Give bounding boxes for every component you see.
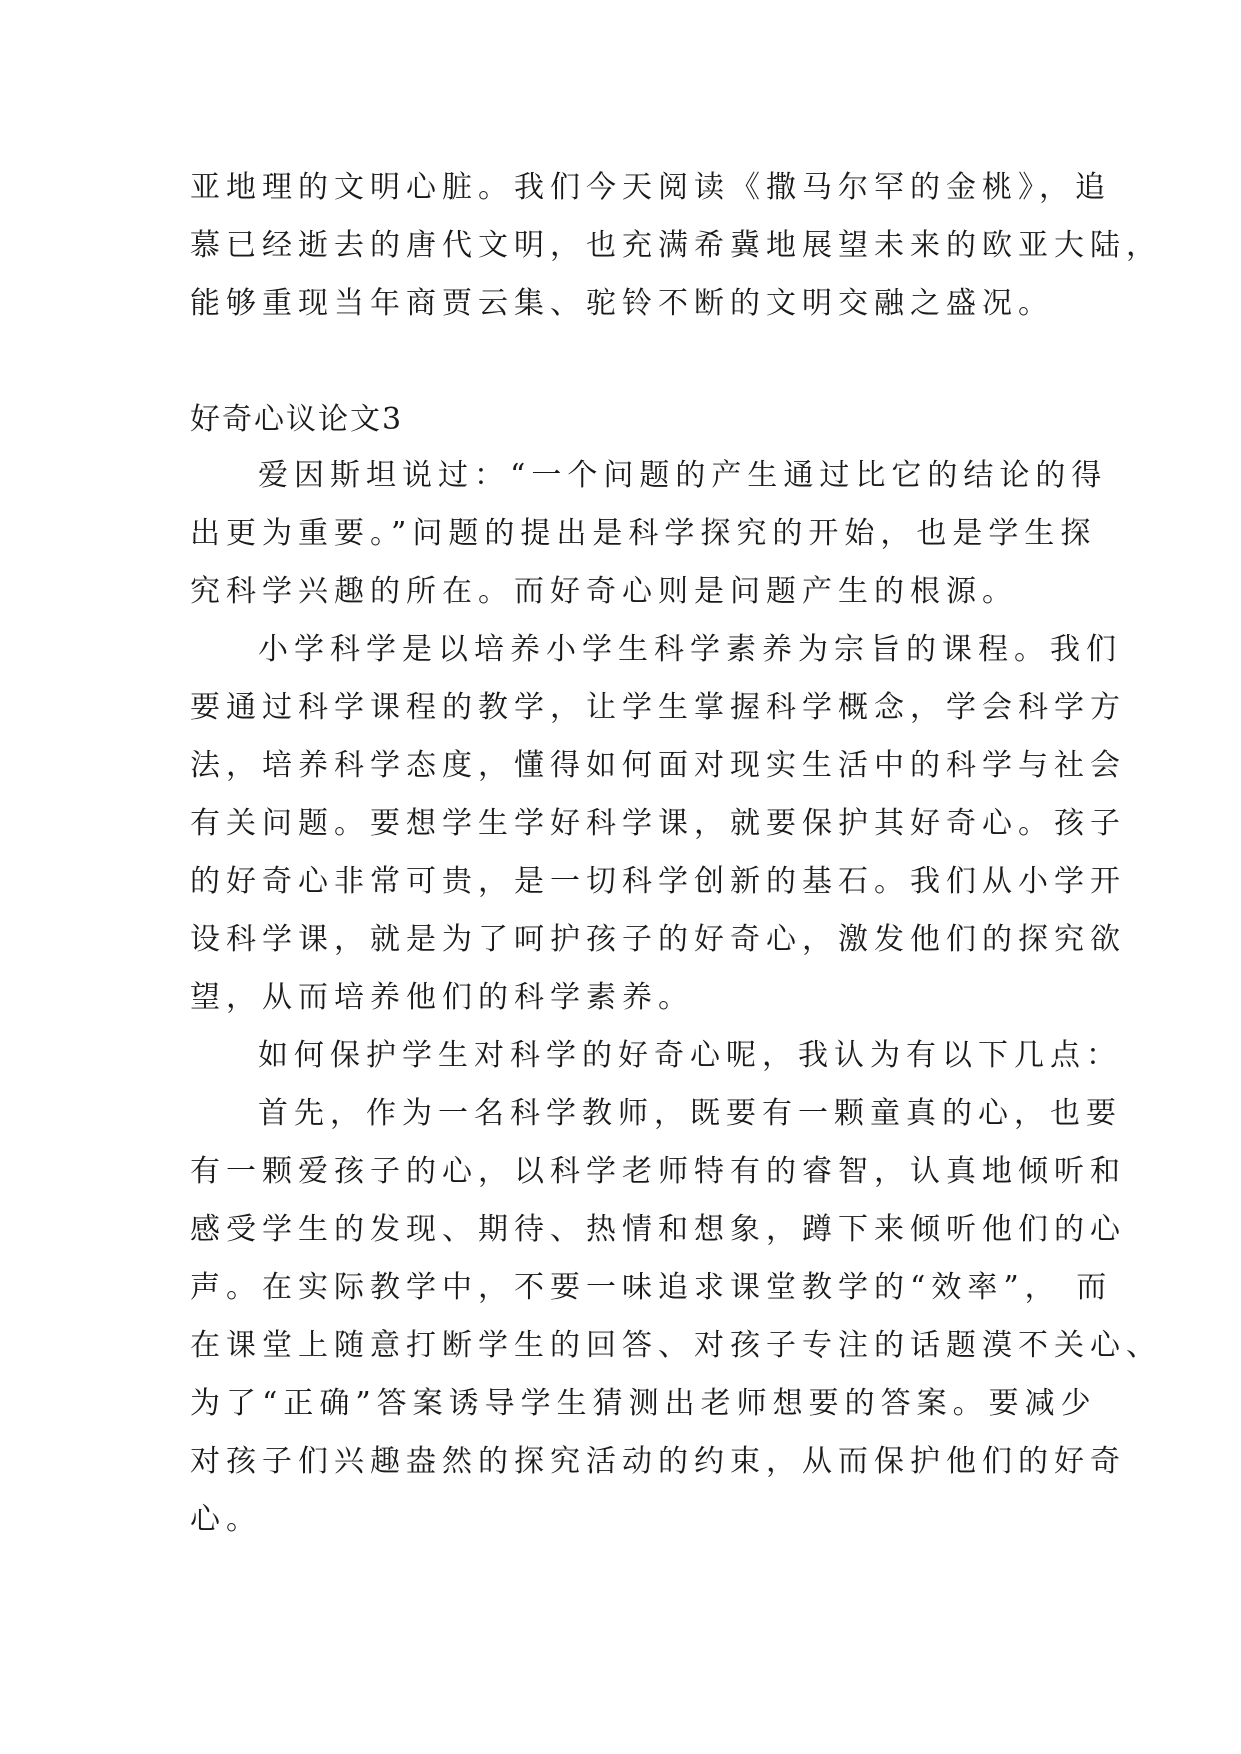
paragraph-line: 亚地理的文明心脏。我们今天阅读《撒马尔罕的金桃》，追 <box>190 170 1111 205</box>
paragraph-line: 望，从而培养他们的科学素养。 <box>190 980 694 1015</box>
paragraph-line: 设科学课，就是为了呵护孩子的好奇心，激发他们的探究欲 <box>190 922 1126 957</box>
paragraph-line: 为了“正确”答案诱导学生猜测出老师想要的答案。要减少 <box>190 1386 1097 1421</box>
paragraph-line: 小学科学是以培养小学生科学素养为宗旨的课程。我们 <box>258 632 1122 667</box>
paragraph-line: 究科学兴趣的所在。而好奇心则是问题产生的根源。 <box>190 574 1018 609</box>
section-heading: 好奇心议论文3 <box>190 402 404 437</box>
paragraph-line: 的好奇心非常可贵，是一切科学创新的基石。我们从小学开 <box>190 864 1126 899</box>
paragraph-line: 首先，作为一名科学教师，既要有一颗童真的心，也要 <box>258 1096 1122 1131</box>
paragraph-line: 心。 <box>190 1502 262 1537</box>
paragraph-line: 声。在实际教学中，不要一味追求课堂教学的“效率”， 而 <box>190 1270 1113 1305</box>
paragraph-line: 法，培养科学态度，懂得如何面对现实生活中的科学与社会 <box>190 748 1126 783</box>
paragraph-line: 要通过科学课程的教学，让学生掌握科学概念，学会科学方 <box>190 690 1126 725</box>
paragraph-line: 有关问题。要想学生学好科学课，就要保护其好奇心。孩子 <box>190 806 1126 841</box>
paragraph-line: 在课堂上随意打断学生的回答、对孩子专注的话题漠不关心、 <box>190 1328 1162 1363</box>
paragraph-line: 慕已经逝去的唐代文明，也充满希冀地展望未来的欧亚大陆， <box>190 228 1162 263</box>
paragraph-line: 出更为重要。”问题的提出是科学探究的开始，也是学生探 <box>190 516 1097 551</box>
paragraph-line: 爱因斯坦说过：“一个问题的产生通过比它的结论的得 <box>258 458 1108 493</box>
paragraph-line: 如何保护学生对科学的好奇心呢，我认为有以下几点： <box>258 1038 1122 1073</box>
paragraph-line: 感受学生的发现、期待、热情和想象，蹲下来倾听他们的心 <box>190 1212 1126 1247</box>
paragraph-line: 有一颗爱孩子的心，以科学老师特有的睿智，认真地倾听和 <box>190 1154 1126 1189</box>
paragraph-line: 能够重现当年商贾云集、驼铃不断的文明交融之盛况。 <box>190 286 1054 321</box>
paragraph-line: 对孩子们兴趣盎然的探究活动的约束，从而保护他们的好奇 <box>190 1444 1126 1479</box>
